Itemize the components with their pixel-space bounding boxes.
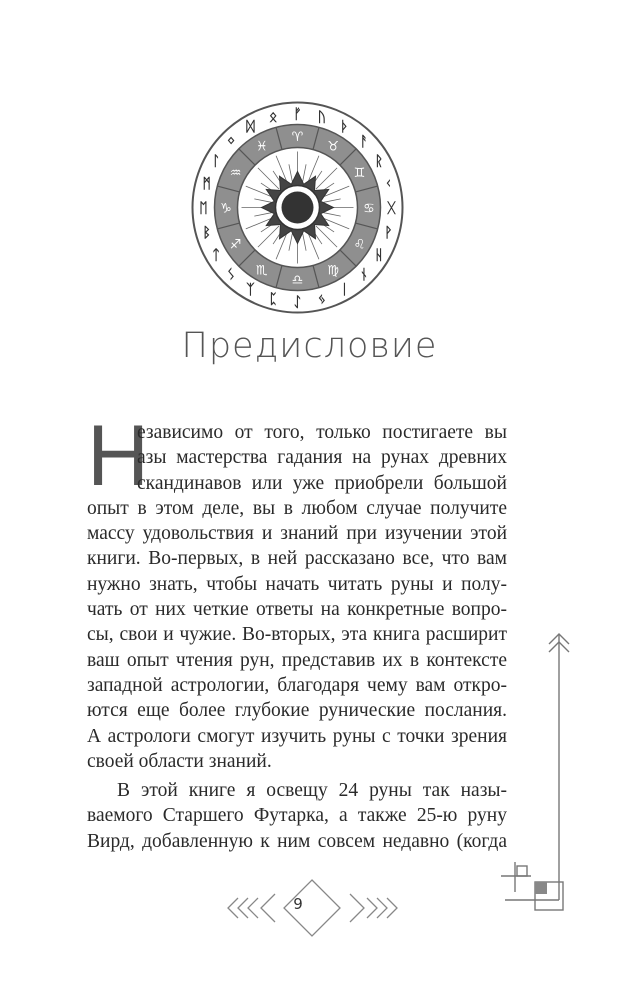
drop-cap: Н bbox=[87, 408, 150, 504]
zodiac-sign: ♉ bbox=[327, 139, 340, 155]
text-line: книги. Во-первых, в ней рассказано все, что вам bbox=[87, 548, 507, 570]
rune-glyph: ᛗ bbox=[202, 176, 211, 193]
text-line: ваемого Старшего Футарка, а также 25-ю руну bbox=[87, 805, 507, 827]
rune-glyph: ᛉ bbox=[246, 281, 255, 298]
zodiac-sign: ♐ bbox=[229, 237, 242, 253]
text-line: своей области знаний. bbox=[87, 750, 272, 772]
zodiac-sign: ♓ bbox=[255, 139, 268, 155]
zodiac-sign: ♊ bbox=[353, 165, 366, 181]
rune-glyph: ᚹ bbox=[384, 224, 393, 241]
zodiac-sign: ♋ bbox=[363, 201, 375, 217]
rune-glyph: ᛖ bbox=[199, 200, 208, 217]
text-line: В этой книге я освещу 24 руны так назы- bbox=[117, 780, 507, 802]
text-line: сы, свои и чужие. Во-вторых, эта книга расширит bbox=[87, 624, 507, 646]
text-line: ются еще более глубокие рунические послания. bbox=[87, 700, 507, 722]
rune-glyph: ᚢ bbox=[317, 109, 327, 126]
zodiac-sign: ♍ bbox=[327, 263, 340, 279]
rune-zodiac-wheel bbox=[190, 100, 405, 315]
rune-glyph: ᛊ bbox=[226, 266, 236, 283]
rune-glyph: ᛈ bbox=[268, 291, 278, 308]
text-line: чать от них четкие ответы на конкретные вопро- bbox=[87, 599, 507, 621]
rune-glyph: ᛞ bbox=[246, 119, 255, 136]
rune-glyph: ᚨ bbox=[359, 134, 369, 151]
text-line: азы мастерства гадания на рунах древних bbox=[137, 447, 507, 469]
body-text bbox=[87, 408, 507, 854]
rune-glyph: ᚺ bbox=[374, 247, 384, 264]
rune-glyph: ᚠ bbox=[293, 106, 302, 123]
rune-glyph: ᛃ bbox=[317, 291, 327, 308]
text-line: А астрологи смогут изучить руны с точки зрения bbox=[87, 725, 507, 747]
zodiac-sign: ♏ bbox=[255, 263, 268, 279]
rune-glyph: ᚾ bbox=[359, 266, 369, 283]
text-line: опыт в этом деле, вы в любом случае получите bbox=[87, 497, 507, 519]
chapter-title: Предисловие bbox=[181, 326, 438, 366]
rune-glyph: ᛜ bbox=[226, 134, 236, 151]
zodiac-sign: ♎ bbox=[291, 273, 304, 288]
text-line: Вирд, добавленную к ним совсем недавно (когда bbox=[87, 830, 507, 852]
side-arrow-ornament bbox=[495, 630, 585, 920]
rune-glyph: ᚦ bbox=[340, 119, 349, 136]
moon-disc bbox=[282, 192, 314, 224]
text-line: скандинавов или уже приобрели большой bbox=[137, 472, 507, 494]
text-line: ваш опыт чтения рун, представив их в контексте bbox=[87, 649, 507, 671]
zodiac-sign: ♌ bbox=[353, 237, 366, 253]
rune-glyph: ᛟ bbox=[268, 109, 278, 126]
zodiac-sign: ♑ bbox=[220, 201, 232, 217]
rune-glyph: ᛚ bbox=[211, 153, 221, 170]
rune-glyph: ᚷ bbox=[387, 200, 396, 217]
rune-glyph: ᛒ bbox=[202, 224, 211, 241]
text-line: нужно знать, чтобы начать читать руны и полу- bbox=[87, 573, 507, 595]
rune-glyph: ᛁ bbox=[340, 281, 349, 298]
text-line: езависимо от того, только постигаете вы bbox=[137, 422, 507, 443]
page-number: 9 bbox=[293, 895, 303, 913]
rune-glyph: ᚱ bbox=[374, 153, 384, 170]
text-line: западной астрологии, благодаря чему вам откро- bbox=[87, 674, 507, 696]
rune-glyph: ᛏ bbox=[211, 247, 221, 264]
zodiac-sign: ♒ bbox=[229, 165, 242, 181]
rune-glyph: ᛇ bbox=[293, 294, 302, 311]
rune-glyph: ᚲ bbox=[384, 176, 393, 193]
zodiac-sign: ♈ bbox=[291, 130, 304, 145]
text-line: массу удовольствия и знаний при изучении этой bbox=[87, 523, 507, 545]
